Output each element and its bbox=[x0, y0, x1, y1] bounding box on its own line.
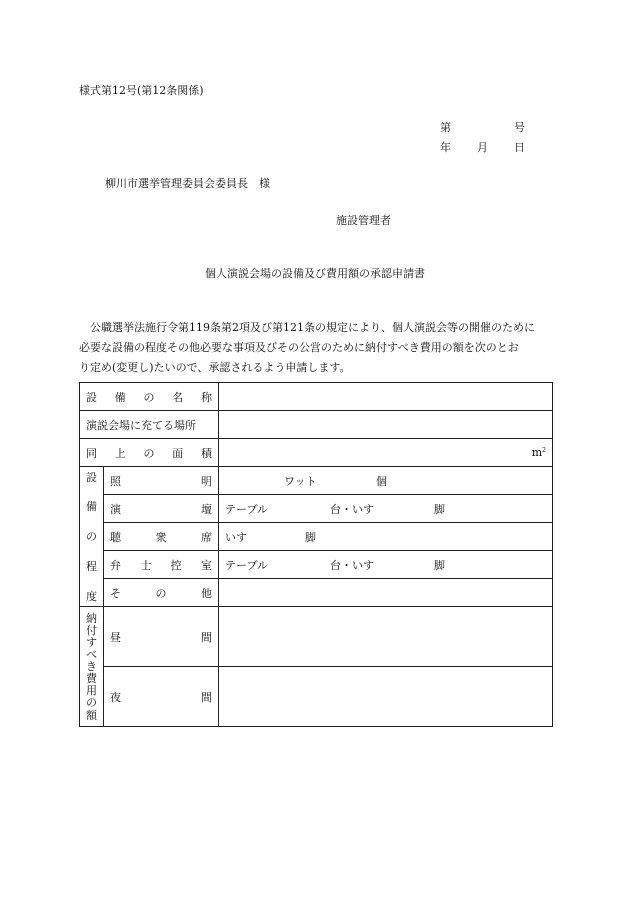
watt-unit: ワット bbox=[284, 474, 317, 488]
char: 壇 bbox=[201, 502, 212, 516]
char: き bbox=[86, 660, 97, 673]
char: 控 bbox=[170, 558, 182, 572]
char: 聴 bbox=[110, 530, 121, 544]
field-other[interactable] bbox=[219, 579, 553, 607]
row-night-fee bbox=[80, 667, 553, 727]
field-audience[interactable] bbox=[219, 523, 553, 551]
number-dai: 第 bbox=[440, 121, 451, 134]
char: 備 bbox=[86, 500, 97, 514]
row-facility-name bbox=[80, 383, 553, 411]
form-number: 様式第12号(第12条関係) bbox=[79, 84, 204, 97]
char: 納 bbox=[86, 611, 97, 625]
field-night-fee[interactable] bbox=[219, 667, 553, 727]
number-go: 号 bbox=[514, 121, 525, 134]
char: 費 bbox=[86, 672, 97, 686]
char: 演 bbox=[110, 502, 121, 516]
leg-unit: 脚 bbox=[305, 530, 316, 544]
field-daytime-fee[interactable] bbox=[219, 607, 553, 667]
chairs-unit: いす bbox=[225, 530, 247, 544]
char: 室 bbox=[200, 558, 212, 572]
char: 照 bbox=[110, 474, 121, 488]
label-facility-name bbox=[80, 383, 219, 411]
char: 同 bbox=[86, 446, 97, 460]
char: の bbox=[86, 696, 97, 710]
field-area[interactable] bbox=[219, 439, 553, 467]
row-other bbox=[80, 579, 553, 607]
char: の bbox=[143, 390, 155, 404]
unit-exponent: 2 bbox=[542, 447, 546, 454]
body-line-1: 公職選挙法施行令第119条第2項及び第121条の規定により、個人演説会等の開催のために bbox=[90, 321, 535, 334]
count-unit: 個 bbox=[376, 474, 387, 488]
body-line-3: り定め(変更し)たいので、承認されるよう申請します。 bbox=[79, 361, 351, 374]
label-lighting bbox=[104, 467, 219, 495]
label-equipment-group bbox=[80, 467, 104, 607]
label-audience bbox=[104, 523, 219, 551]
label-daytime bbox=[104, 607, 219, 667]
char: 上 bbox=[114, 446, 126, 460]
char: 程 bbox=[86, 559, 97, 573]
char: 用 bbox=[86, 684, 97, 698]
char: 備 bbox=[114, 390, 126, 404]
char: 弁 bbox=[110, 558, 121, 572]
char: 称 bbox=[201, 390, 212, 404]
char: 衆 bbox=[155, 530, 167, 544]
body-text bbox=[79, 318, 554, 378]
addressee: 柳川市選挙管理委員会委員長 様 bbox=[105, 177, 270, 190]
label-other bbox=[104, 579, 219, 607]
char: 昼 bbox=[110, 630, 121, 644]
char: 間 bbox=[201, 630, 212, 644]
document-title: 個人演説会場の設備及び費用額の承認申請書 bbox=[205, 267, 425, 280]
char: 設 bbox=[86, 470, 97, 484]
char: 夜 bbox=[110, 690, 121, 704]
char: の bbox=[143, 446, 155, 460]
body-line-2: 必要な設備の程度その他必要な事項及びその公営のために納付すべき費用の額を次のとお bbox=[79, 341, 519, 354]
char: 士 bbox=[140, 558, 152, 572]
date-day: 日 bbox=[514, 141, 525, 154]
square-meter-unit bbox=[532, 446, 546, 459]
row-venue-place bbox=[80, 411, 553, 439]
field-facility-name[interactable] bbox=[219, 383, 553, 411]
row-daytime-fee bbox=[80, 607, 553, 667]
char: す bbox=[86, 635, 97, 649]
char: 度 bbox=[86, 589, 97, 603]
char: 積 bbox=[201, 446, 212, 460]
date-year: 年 bbox=[440, 141, 451, 154]
row-area bbox=[80, 439, 553, 467]
chairs-unit: 台・いす bbox=[330, 502, 374, 516]
field-podium[interactable] bbox=[219, 495, 553, 523]
char: 明 bbox=[201, 474, 212, 488]
row-waiting-room bbox=[80, 551, 553, 579]
label-podium bbox=[104, 495, 219, 523]
field-venue-place[interactable] bbox=[219, 411, 553, 439]
leg-unit: 脚 bbox=[434, 502, 445, 516]
label-waiting-room bbox=[104, 551, 219, 579]
char: 席 bbox=[201, 530, 212, 544]
char: 名 bbox=[172, 390, 184, 404]
row-lighting bbox=[80, 467, 553, 495]
label-area bbox=[80, 439, 219, 467]
label-fee-group bbox=[80, 607, 104, 727]
char: 付 bbox=[86, 623, 97, 637]
label-night bbox=[104, 667, 219, 727]
application-table bbox=[79, 382, 553, 727]
leg-unit: 脚 bbox=[434, 558, 445, 572]
table-unit: テーブル bbox=[225, 502, 269, 516]
char: そ bbox=[110, 586, 121, 600]
char: 設 bbox=[86, 390, 97, 404]
number-line bbox=[440, 118, 525, 138]
date-line bbox=[440, 138, 525, 158]
field-lighting[interactable] bbox=[219, 467, 553, 495]
date-month: 月 bbox=[477, 141, 488, 154]
label-venue-place: 演説会場に充てる場所 bbox=[80, 411, 219, 439]
char: べ bbox=[86, 647, 97, 661]
table-unit: テーブル bbox=[225, 558, 269, 572]
char: の bbox=[155, 586, 167, 600]
char: の bbox=[86, 530, 97, 543]
document-number-block bbox=[440, 118, 525, 158]
unit-base: m bbox=[531, 446, 543, 459]
char: 面 bbox=[172, 446, 184, 460]
facility-manager: 施設管理者 bbox=[336, 214, 391, 227]
field-waiting-room[interactable] bbox=[219, 551, 553, 579]
row-podium bbox=[80, 495, 553, 523]
char: 額 bbox=[86, 708, 97, 722]
char: 他 bbox=[201, 586, 212, 600]
char: 間 bbox=[201, 690, 212, 704]
row-audience bbox=[80, 523, 553, 551]
chairs-unit: 台・いす bbox=[330, 558, 374, 572]
